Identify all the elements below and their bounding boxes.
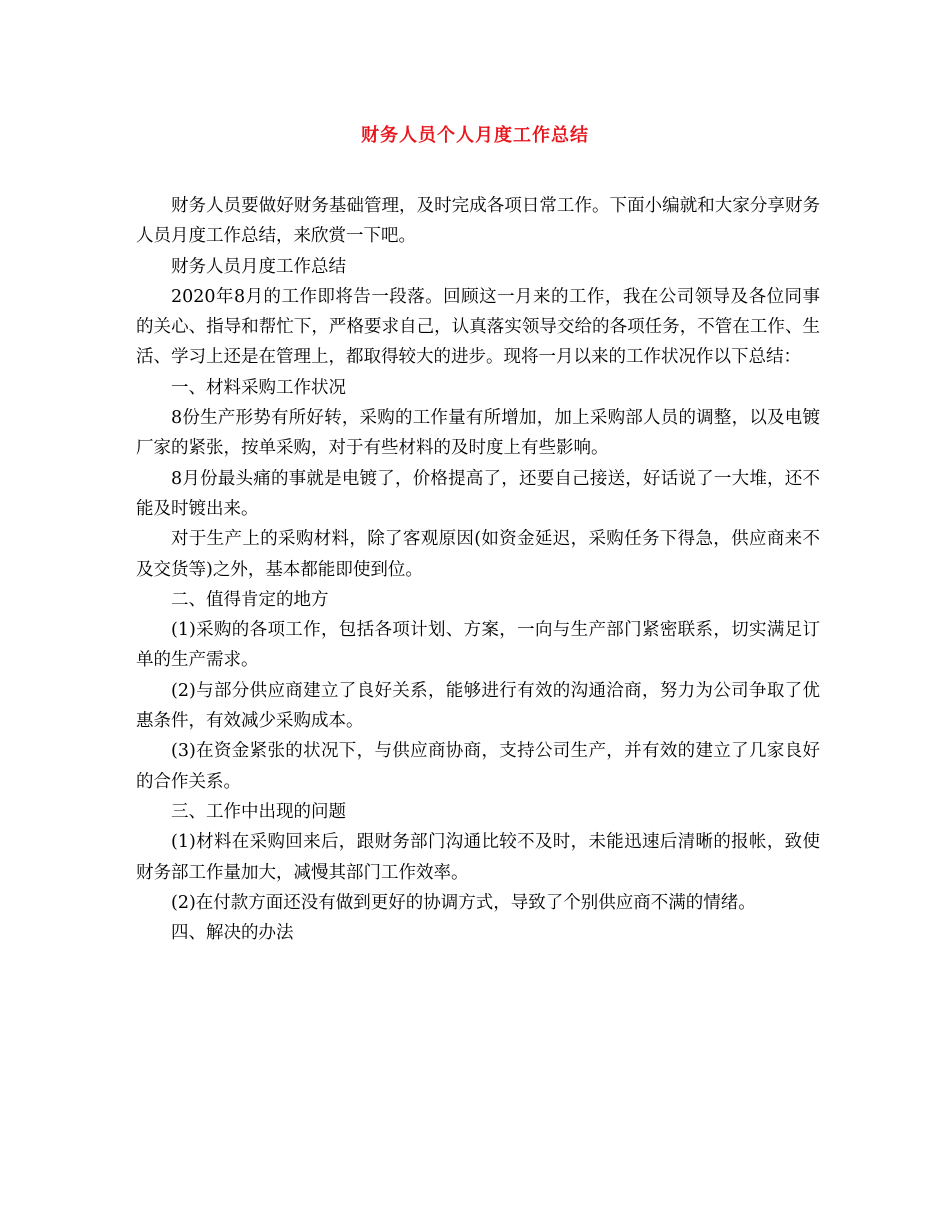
paragraph-purchase-3: 对于生产上的采购材料，除了客观原因(如资金延迟，采购任务下得急，供应商来不及交货等)之外，基本都能即使到位。 bbox=[136, 529, 820, 580]
document-body bbox=[136, 191, 820, 948]
paragraph-subtitle: 财务人员月度工作总结 bbox=[171, 256, 346, 277]
paragraph-positive-1: (1)采购的各项工作，包括各项计划、方案，一向与生产部门紧密联系，切实满足订单的生产需求。 bbox=[136, 620, 820, 671]
section-heading-4: 四、解决的办法 bbox=[171, 923, 294, 944]
paragraph-overview: 2020年8月的工作即将告一段落。回顾这一月来的工作，我在公司领导及各位同事的关心、指导和帮忙下，严格要求自己，认真落实领导交给的各项任务，不管在工作、生活、学习上还是在管理上，都取得较大的进步。现将一月以来的工作状况作以下总结： bbox=[136, 286, 820, 368]
paragraph-purchase-2: 8月份最头痛的事就是电镀了，价格提高了，还要自己接送，好话说了一大堆，还不能及时镀出来。 bbox=[136, 468, 820, 519]
section-heading-3: 三、工作中出现的问题 bbox=[171, 801, 346, 822]
paragraph-positive-2: (2)与部分供应商建立了良好关系，能够进行有效的沟通洽商，努力为公司争取了优惠条件，有效减少采购成本。 bbox=[136, 680, 820, 732]
paragraph-problem-2: (2)在付款方面还没有做到更好的协调方式，导致了个别供应商不满的情绪。 bbox=[171, 892, 756, 913]
paragraph-intro: 财务人员要做好财务基础管理，及时完成各项日常工作。下面小编就和大家分享财务人员月度工作总结，来欣赏一下吧。 bbox=[136, 196, 820, 247]
paragraph-purchase-1: 8份生产形势有所好转，采购的工作量有所增加，加上采购部人员的调整，以及电镀厂家的紧张，按单采购，对于有些材料的及时度上有些影响。 bbox=[136, 408, 820, 459]
section-heading-1: 一、材料采购工作状况 bbox=[171, 377, 346, 398]
document-title: 财务人员个人月度工作总结 bbox=[361, 125, 589, 146]
paragraph-positive-3: (3)在资金紧张的状况下，与供应商协商，支持公司生产，并有效的建立了几家良好的合作关系。 bbox=[136, 741, 820, 792]
paragraph-problem-1: (1)材料在采购回来后，跟财务部门沟通比较不及时，未能迅速后清晰的报帐，致使财务部工作量加大，减慢其部门工作效率。 bbox=[136, 832, 820, 883]
section-heading-2: 二、值得肯定的地方 bbox=[171, 589, 329, 610]
